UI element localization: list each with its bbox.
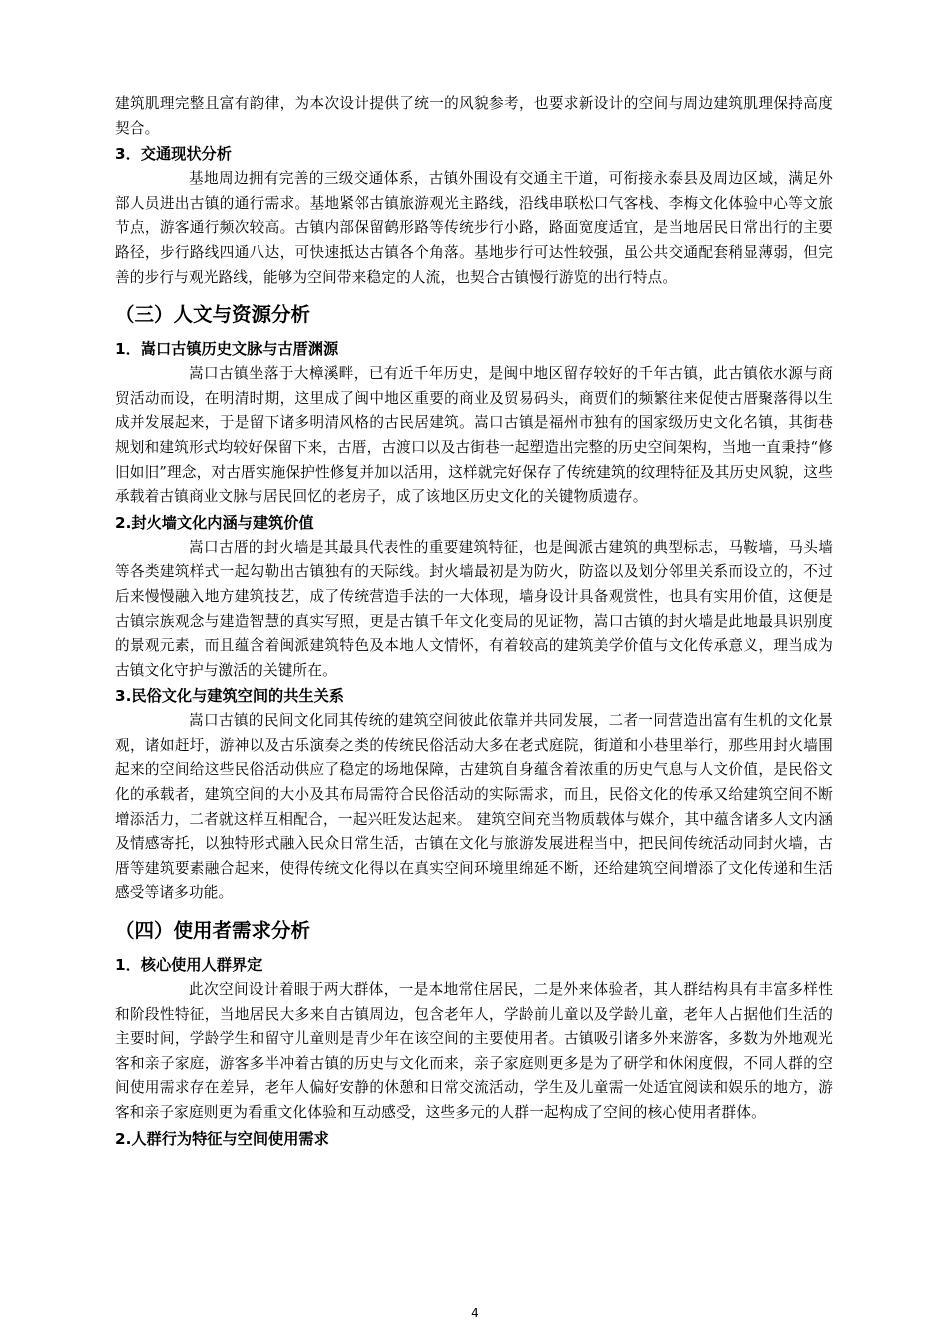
section-heading-culture-resources: （三）人文与资源分析 (115, 303, 311, 327)
heading-core-users: 1．核心使用人群界定 (115, 956, 263, 975)
paragraph-history: 嵩口古镇坐落于大樟溪畔，已有近千年历史，是闽中地区留存较好的千年古镇，此古镇依水源与商贸活动而设，在明清时期，这里成了闽中地区重要的商业及贸易码头，商贾们的频繁往来促使古厝聚落得以生成并发展起来，于是留下诸多明清风格的古民居建筑。嵩口古镇是福州市独有的国家级历史文化名镇，其街巷规划和建筑形式均较好保留下来，古厝，古渡口以及古街巷一起塑造出完整的历史空间架构，当地一直秉持“修旧如旧”理念，对古厝实施保护性修复并加以活用，这样就完好保存了传统建筑的纹理特征及其历史风貌，这些承载着古镇商业文脉与居民回忆的老房子，成了该地区历史文化的关键物质遗存。 (115, 365, 833, 506)
paragraph-core-users: 此次空间设计着眼于两大群体，一是本地常住居民，二是外来体验者，其人群结构具有丰富多样性和阶段性特征，当地居民大多来自古镇周边，包含老年人，学龄前儿童以及学龄儿童，老年人占据他们生活的主要时间，学龄学生和留守儿童则是青少年在该空间的主要使用者。古镇吸引诸多外来游客，多数为外地观光客和亲子家庭，游客多半冲着古镇的历史与文化而来，亲子家庭则更多是为了研学和休闲度假，不同人群的空间使用需求存在差异，老年人偏好安静的休憩和日常交流活动，学生及儿童需一处适宜阅读和娱乐的地方，游客和亲子家庭则更为看重文化体验和互动感受，这些多元的人群一起构成了空间的核心使用者群体。 (115, 981, 833, 1121)
paragraph-fabric-continued: 建筑肌理完整且富有韵律，为本次设计提供了统一的风貌参考，也要求新设计的空间与周边建筑肌理保持高度契合。 (115, 95, 833, 137)
paragraph-folk-culture: 嵩口古镇的民间文化同其传统的建筑空间彼此依靠并共同发展，二者一同营造出富有生机的文化景观，诸如赶圩，游神以及古乐演奏之类的传统民俗活动大多在老式庭院，街道和小巷里举行，那些用封火墙围起来的空间给这些民俗活动供应了稳定的场地保障，古建筑自身蕴含着浓重的历史气息与人文价值，是民俗文化的承载者，建筑空间的大小及其布局需符合民俗活动的实际需求，而且，民俗文化的传承又给建筑空间不断增添活力，二者就这样互相配合，一起兴旺发达起来。 建筑空间充当物质载体与媒介，其中蕴含诸多人文内涵及情感寄托，以独特形式融入民众日常生活，古镇在文化与旅游发展进程当中，把民间传统活动同封火墙，古厝等建筑要素融合起来，使得传统文化得以在真实空间环境里绵延不断，还给建筑空间增添了文化传递和生活感受等诸多功能。 (115, 712, 833, 902)
paragraph-traffic: 基地周边拥有完善的三级交通体系，古镇外围设有交通主干道，可衔接永泰县及周边区域，满足外部人员进出古镇的通行需求。基地紧邻古镇旅游观光主路线，沿线串联松口气客栈、李梅文化体验中心等文旅节点，游客通行频次较高。古镇内部保留鹤形路等传统步行小路，路面宽度适宜，是当地居民日常出行的主要路径，步行路线四通八达，可快速抵达古镇各个角落。基地步行可达性较强，虽公共交通配套稍显薄弱，但完善的步行与观光路线，能够为空间带来稳定的人流，也契合古镇慢行游览的出行特点。 (115, 170, 833, 286)
heading-firewall-culture: 2.封火墙文化内涵与建筑价值 (115, 513, 314, 532)
document-body (115, 92, 833, 1152)
paragraph-firewall: 嵩口古厝的封火墙是其最具代表性的重要建筑特征，也是闽派古建筑的典型标志，马鞍墙，马头墙等各类建筑样式一起勾勒出古镇独有的天际线。封火墙最初是为防火，防盗以及划分邻里关系而设立的，不过后来慢慢融入地方建筑技艺，成了传统营造手法的一大体现，墙身设计具备观赏性，也具有实用价值，这便是古镇宗族观念与建造智慧的真实写照，更是古镇千年文化变局的见证物，嵩口古镇的封火墙是此地最具识别度的景观元素，而且蕴含着闽派建筑特色及本地人文情怀，有着较高的建筑美学价值与文化传承意义，理当成为古镇文化守护与激活的关键所在。 (115, 538, 833, 679)
heading-history-context: 1．嵩口古镇历史文脉与古厝渊源 (115, 340, 339, 359)
heading-folk-culture: 3.民俗文化与建筑空间的共生关系 (115, 687, 344, 706)
section-heading-user-needs: （四）使用者需求分析 (115, 919, 311, 943)
heading-traffic-analysis: 3．交通现状分析 (115, 145, 232, 164)
page-number: 4 (471, 1306, 479, 1320)
heading-behavior-needs: 2.人群行为特征与空间使用需求 (115, 1129, 329, 1148)
